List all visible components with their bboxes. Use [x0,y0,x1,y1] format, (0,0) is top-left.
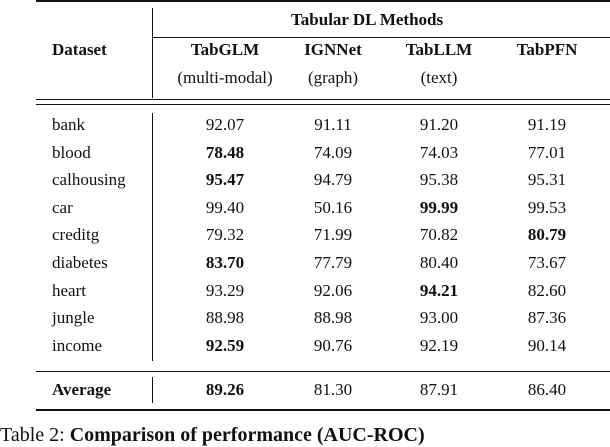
table-cell: 90.14 [527,335,567,355]
table-cell: 93.29 [205,280,245,300]
table-cell: 95.38 [419,170,459,190]
table-cell: 91.11 [314,115,352,134]
group-header: Tabular DL Methods [291,10,444,29]
column-header-tabpfn: TabPFN [516,40,578,59]
table-cell: 92.59 [205,335,245,355]
dataset-name: heart [52,280,86,300]
table-cell: 99.53 [527,197,567,217]
table-cell: 88.98 [313,308,353,328]
dataset-name: creditg [52,225,100,245]
table-cell: 80.79 [527,225,567,245]
dataset-name: bank [52,115,86,134]
column-header-tabglm: TabGLM [190,40,260,59]
average-cell: 89.26 [205,380,245,399]
table-cell: 94.21 [419,280,459,300]
table-cell: 99.40 [205,197,245,217]
bottom-rule [36,409,610,411]
average-cell: 86.40 [527,380,567,399]
dataset-name: car [52,197,73,217]
table-cell: 70.82 [419,225,459,245]
table-cell: 50.16 [313,197,353,217]
table-cell: 88.98 [205,308,245,328]
table-cell: 92.19 [419,335,459,355]
table-cell: 94.79 [313,170,353,190]
table-cell: 80.40 [419,253,459,272]
dataset-name: diabetes [52,253,108,272]
header-double-rule-2 [36,104,610,105]
table-cell: 95.31 [527,170,567,190]
table-cell: 79.32 [205,225,245,245]
table-cell: 73.67 [527,253,567,272]
table-cell: 91.20 [419,115,459,134]
table-cell: 91.19 [527,115,567,134]
table-cell: 74.03 [419,142,459,162]
average-cell: 87.91 [419,380,459,399]
table-cell: 90.76 [313,335,353,355]
header-double-rule-1 [36,99,610,100]
table-cell: 83.70 [205,253,245,272]
column-subheader-tabglm: (multi-modal) [177,68,273,87]
table-cell: 77.79 [313,253,353,272]
group-header-underline [153,37,610,38]
average-separator-rule [36,371,610,372]
table-cell: 87.36 [527,308,567,328]
dataset-name: jungle [52,308,95,328]
dataset-name: calhousing [52,170,126,190]
body-vertical-rule [152,113,153,361]
table-cell: 93.00 [419,308,459,328]
table-cell: 74.09 [313,142,353,162]
dataset-name: blood [52,142,91,162]
table-cell: 77.01 [527,142,567,162]
average-label: Average [52,380,112,399]
caption-title: Comparison of performance (AUC-ROC) [69,424,425,446]
top-rule [36,0,610,2]
average-vertical-rule [152,377,153,403]
column-header-tabllm: TabLLM [405,40,473,59]
caption-prefix: Table 2: [0,424,65,446]
column-header-ignnet: IGNNet [304,40,362,59]
table-cell: 71.99 [313,225,353,245]
column-subheader-ignnet: (graph) [307,68,359,87]
dataset-name: income [52,335,103,355]
table-cell: 78.48 [205,142,245,162]
average-cell: 81.30 [313,380,353,399]
dataset-header: Dataset [52,40,107,59]
table-cell: 82.60 [527,280,567,300]
table-cell: 99.99 [419,197,459,217]
table-cell: 95.47 [205,170,245,190]
table-caption [0,424,425,447]
header-vertical-rule [152,8,153,98]
column-subheader-tabllm: (text) [420,68,458,87]
table-cell: 92.07 [205,115,245,134]
table-cell: 92.06 [313,280,353,300]
